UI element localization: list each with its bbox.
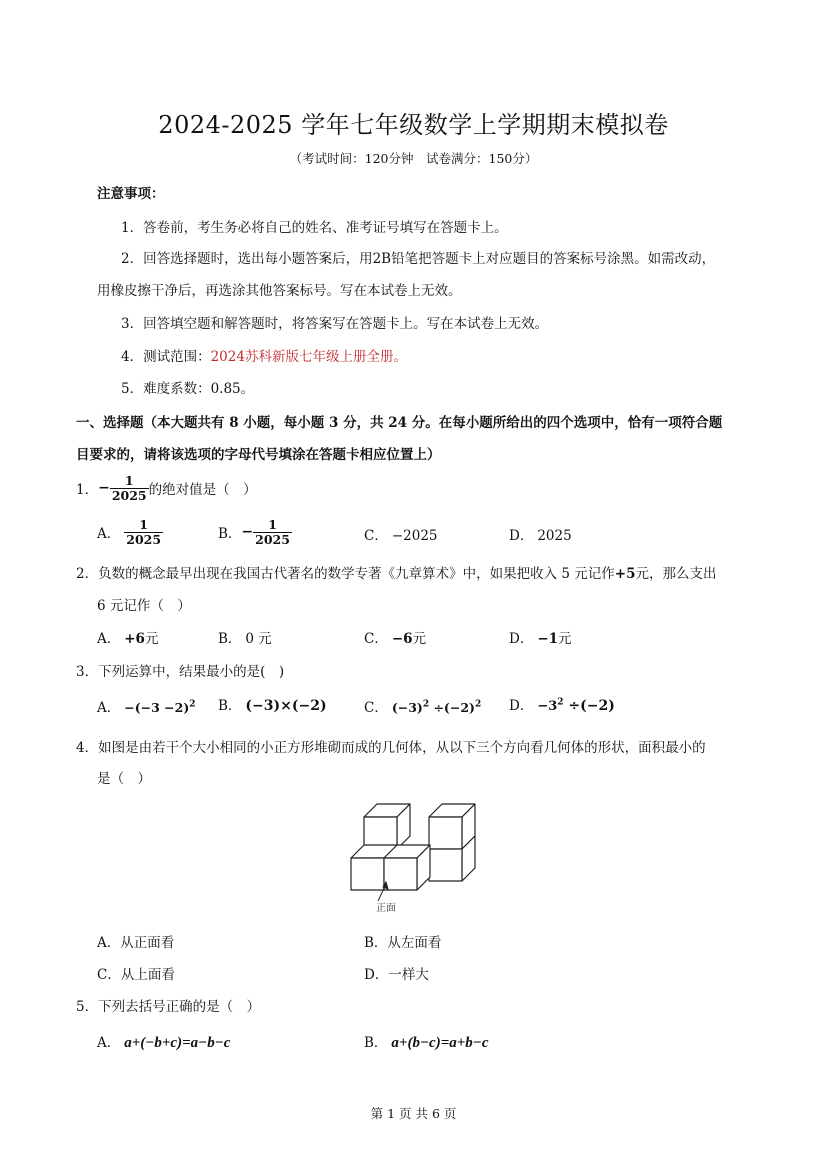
front-label: 正面	[376, 903, 396, 914]
option-label: A．	[97, 1035, 121, 1051]
q1-c-value: −2025	[391, 528, 438, 544]
cube-front-face	[384, 858, 417, 890]
q3-d-exp-1: 2	[557, 697, 564, 708]
q1-minus: −	[98, 480, 110, 496]
q1-b-fraction	[253, 518, 292, 545]
question-2-line-2: 6 元记作（ ）	[97, 598, 191, 614]
q1-a-fraction	[124, 518, 163, 545]
option-label: A．	[97, 526, 121, 542]
q3-a-math: −(−3 −2)	[124, 700, 190, 715]
option-label: A．	[97, 700, 121, 716]
notice-item-3: 3．回答填空题和解答题时，将答案写在答题卡上。写在本试卷上无效。	[121, 316, 549, 332]
option-label: D．	[509, 528, 534, 544]
option-label: C．	[364, 631, 388, 647]
question-1-number: 1．	[76, 482, 99, 498]
page-title: 2024-2025 学年七年级数学上学期期末模拟卷	[158, 111, 669, 139]
option-label: A．	[97, 631, 121, 647]
notice-item-1: 1．答卷前，考生务必将自己的姓名、准考证号填写在答题卡上。	[121, 220, 508, 236]
question-5-stem: 5．下列去括号正确的是（ ）	[76, 999, 261, 1015]
option-label: B．	[218, 526, 242, 542]
q4-option-a[interactable]: A．从正面看	[97, 935, 175, 951]
q2-b-text: 0 元	[245, 631, 272, 647]
q1-a-num: 1	[139, 517, 148, 533]
q2-option-b[interactable]	[218, 627, 272, 647]
q3-d-math-1: −3	[537, 699, 558, 714]
q2-c-math: −6	[391, 631, 413, 647]
q2-option-d[interactable]	[509, 627, 572, 647]
q1-option-a[interactable]	[97, 514, 163, 550]
q3-option-b[interactable]	[218, 694, 327, 714]
option-label: B．	[218, 631, 242, 647]
q4-option-b[interactable]: B．从左面看	[364, 935, 442, 951]
q3-c-exp-1: 2	[422, 699, 430, 710]
q2-line1-a: 2．负数的概念最早出现在我国古代著名的数学专著《九章算术》中，如果把收入 5 元记作	[76, 566, 615, 582]
q1-fraction-den: 2025	[111, 487, 147, 503]
section-heading-line-1: 一、选择题（本大题共有 8 小题，每小题 3 分，共 24 分。在每小题所给出的四个选项中，恰有一项符合题	[76, 415, 723, 431]
cube-front-face	[429, 817, 462, 849]
notice-item-2-line-1: 2．回答选择题时，选出每小题答案后，用2B铅笔把答题卡上对应题目的答案标号涂黑。如需改动，	[121, 251, 716, 267]
q2-option-c[interactable]	[364, 627, 426, 647]
q4-option-c[interactable]: C．从上面看	[97, 967, 175, 983]
q1-b-minus: −	[241, 524, 254, 540]
cube-front-face	[364, 817, 397, 849]
q2-line1-math: +5	[614, 566, 636, 582]
question-3-stem: 3．下列运算中，结果最小的是( )	[76, 664, 285, 680]
q2-line1-b: 元，那么支出	[635, 566, 717, 582]
q2-c-unit: 元	[412, 631, 427, 647]
q3-option-a[interactable]	[97, 696, 196, 716]
q1-option-c[interactable]	[364, 524, 438, 544]
notice-item-2-line-2: 用橡皮擦干净后，再选涂其他答案标号。写在本试卷上无效。	[97, 283, 462, 299]
q3-option-c[interactable]	[364, 696, 481, 716]
option-label: D．	[509, 698, 534, 714]
q3-c-math-2: ÷(−2)	[429, 700, 475, 715]
q2-option-a[interactable]	[97, 627, 158, 647]
q1-fraction-num: 1	[124, 473, 134, 489]
option-label: C．	[364, 528, 388, 544]
test-scope: 2024苏科新版七年级上册全册。	[210, 349, 407, 365]
q1-a-den: 2025	[126, 531, 162, 547]
q1-b-den: 2025	[255, 531, 290, 547]
option-label: B．	[364, 1035, 388, 1051]
q1-fraction	[110, 474, 149, 501]
q1-suffix: 的绝对值是（ ）	[148, 482, 257, 498]
q1-d-value: 2025	[537, 528, 572, 544]
question-4-line-1: 4．如图是由若干个大小相同的小正方形堆砌而成的几何体，从以下三个方向看几何体的形状，面积最小的	[76, 740, 706, 756]
q5-a-math: a+(−b+c)=a−b−c	[124, 1035, 231, 1051]
q2-a-unit: 元	[144, 631, 159, 647]
q1-option-d[interactable]	[509, 524, 572, 544]
question-4-line-2: 是（ ）	[97, 771, 151, 787]
q4-option-d[interactable]: D．一样大	[364, 967, 429, 983]
q3-option-d[interactable]	[509, 694, 615, 714]
cube-front-face	[429, 849, 462, 881]
question-1-stem	[76, 470, 257, 506]
section-heading-line-2: 目要求的，请将该选项的字母代号填涂在答题卡相应位置上）	[76, 447, 441, 463]
question-2-line-1	[76, 562, 716, 582]
exam-info: （考试时间：120分钟 试卷满分：150分）	[289, 151, 538, 166]
q1-b-num: 1	[268, 517, 277, 533]
q2-d-math: −1	[537, 631, 559, 647]
q3-d-math-2: ÷(−2)	[563, 698, 615, 714]
q3-c-exp-2: 2	[474, 699, 482, 710]
q2-a-math: +6	[124, 631, 145, 647]
q1-option-b[interactable]	[218, 514, 292, 550]
notice-item-4	[121, 345, 407, 365]
page-footer: 第 1 页 共 6 页	[370, 1106, 457, 1121]
cube-front-face	[351, 858, 384, 890]
q5-b-math: a+(b−c)=a+b−c	[391, 1035, 489, 1051]
option-label: C．	[364, 700, 388, 716]
notice-item-5: 5．难度系数：0.85。	[121, 381, 255, 397]
q2-d-unit: 元	[558, 631, 572, 647]
q3-c-math-1: (−3)	[391, 700, 423, 715]
option-label: B．	[218, 698, 242, 714]
notice-heading: 注意事项：	[97, 186, 165, 202]
q5-option-a[interactable]	[97, 1031, 230, 1052]
q3-b-math: (−3)×(−2)	[245, 698, 327, 714]
q3-a-exp: 2	[189, 699, 196, 710]
notice-item-4-prefix: 4．测试范围：	[121, 349, 211, 365]
cube-stack-figure	[346, 800, 482, 915]
option-label: D．	[509, 631, 534, 647]
q5-option-b[interactable]	[364, 1031, 489, 1052]
